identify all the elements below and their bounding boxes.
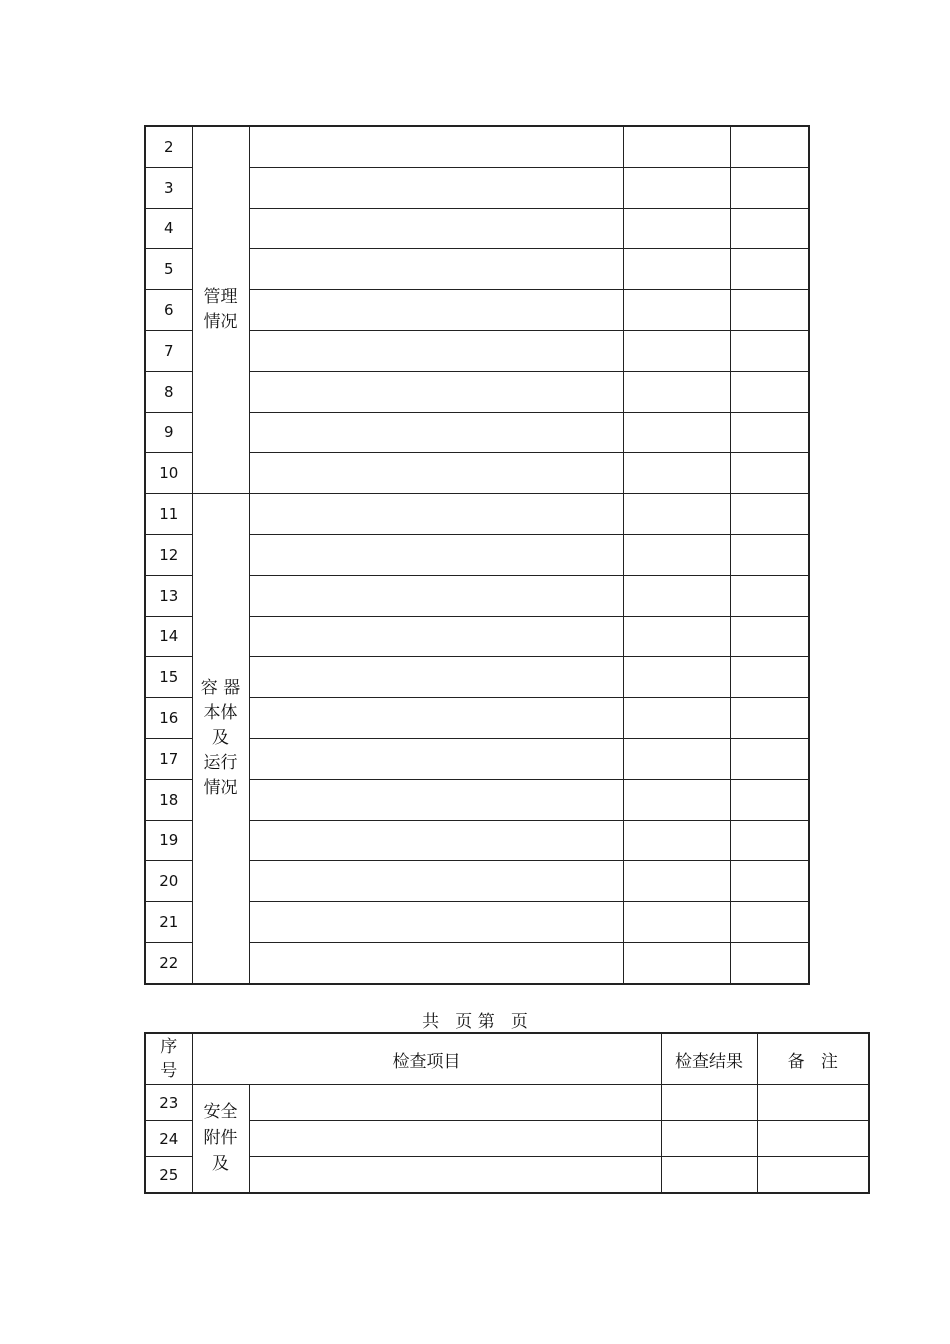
row-number: 16 — [145, 698, 192, 739]
remark-header: 备 注 — [757, 1033, 869, 1085]
item-cell[interactable] — [249, 902, 623, 943]
row-number: 11 — [145, 494, 192, 535]
remark-cell[interactable] — [730, 575, 809, 616]
row-number: 19 — [145, 820, 192, 861]
category-safety-accessories: 安全 附件 及 — [192, 1085, 249, 1194]
table-row — [145, 126, 809, 167]
result-cell[interactable] — [623, 167, 730, 208]
remark-cell[interactable] — [730, 290, 809, 331]
remark-cell[interactable] — [730, 616, 809, 657]
item-cell[interactable] — [249, 575, 623, 616]
category-vessel-body: 容 器 本体 及 运行 情况 — [192, 494, 249, 984]
result-cell[interactable] — [661, 1085, 757, 1121]
row-number: 3 — [145, 167, 192, 208]
result-cell[interactable] — [623, 208, 730, 249]
table-row — [145, 1157, 869, 1194]
row-number: 15 — [145, 657, 192, 698]
remark-cell[interactable] — [730, 249, 809, 290]
inspection-table-continued — [144, 125, 810, 985]
remark-cell[interactable] — [730, 371, 809, 412]
item-cell[interactable] — [249, 657, 623, 698]
header-row — [145, 1033, 869, 1085]
row-number: 4 — [145, 208, 192, 249]
item-cell[interactable] — [249, 698, 623, 739]
item-cell[interactable] — [249, 371, 623, 412]
remark-cell[interactable] — [730, 738, 809, 779]
row-number: 20 — [145, 861, 192, 902]
item-cell[interactable] — [249, 861, 623, 902]
row-number: 7 — [145, 330, 192, 371]
row-number: 2 — [145, 126, 192, 167]
row-number: 12 — [145, 534, 192, 575]
remark-cell[interactable] — [730, 494, 809, 535]
result-cell[interactable] — [623, 779, 730, 820]
result-cell[interactable] — [623, 820, 730, 861]
result-cell[interactable] — [623, 861, 730, 902]
item-header: 检查项目 — [192, 1033, 661, 1085]
remark-cell[interactable] — [757, 1157, 869, 1194]
remark-cell[interactable] — [730, 167, 809, 208]
result-cell[interactable] — [623, 616, 730, 657]
item-cell[interactable] — [249, 1121, 661, 1157]
category-management: 管理 情况 — [192, 126, 249, 494]
row-number: 10 — [145, 453, 192, 494]
page-count: 共 页 第 页 — [422, 1012, 528, 1032]
result-cell[interactable] — [623, 534, 730, 575]
item-cell[interactable] — [249, 208, 623, 249]
item-cell[interactable] — [249, 942, 623, 983]
item-cell[interactable] — [249, 453, 623, 494]
item-cell[interactable] — [249, 167, 623, 208]
inspection-table — [144, 1032, 870, 1194]
row-number: 25 — [145, 1157, 192, 1194]
item-cell[interactable] — [249, 290, 623, 331]
row-number: 17 — [145, 738, 192, 779]
remark-cell[interactable] — [730, 208, 809, 249]
row-number: 6 — [145, 290, 192, 331]
row-number: 8 — [145, 371, 192, 412]
result-cell[interactable] — [623, 657, 730, 698]
seq-header: 序 号 — [145, 1033, 192, 1085]
row-number: 24 — [145, 1121, 192, 1157]
row-number: 13 — [145, 575, 192, 616]
result-cell[interactable] — [623, 453, 730, 494]
remark-cell[interactable] — [730, 902, 809, 943]
table-row — [145, 494, 809, 535]
item-cell[interactable] — [249, 534, 623, 575]
remark-cell[interactable] — [730, 657, 809, 698]
remark-cell[interactable] — [730, 820, 809, 861]
result-cell[interactable] — [623, 494, 730, 535]
table-row — [145, 1121, 869, 1157]
remark-cell[interactable] — [730, 861, 809, 902]
result-cell[interactable] — [623, 249, 730, 290]
row-number: 5 — [145, 249, 192, 290]
item-cell[interactable] — [249, 1085, 661, 1121]
result-cell[interactable] — [623, 330, 730, 371]
remark-cell[interactable] — [757, 1085, 869, 1121]
row-number: 14 — [145, 616, 192, 657]
remark-cell[interactable] — [730, 412, 809, 453]
remark-cell[interactable] — [730, 330, 809, 371]
result-cell[interactable] — [623, 698, 730, 739]
remark-cell[interactable] — [730, 779, 809, 820]
item-cell[interactable] — [249, 738, 623, 779]
item-cell[interactable] — [249, 494, 623, 535]
row-number: 18 — [145, 779, 192, 820]
remark-cell[interactable] — [730, 698, 809, 739]
result-cell[interactable] — [623, 412, 730, 453]
item-cell[interactable] — [249, 820, 623, 861]
item-cell[interactable] — [249, 249, 623, 290]
row-number: 23 — [145, 1085, 192, 1121]
item-cell[interactable] — [249, 1157, 661, 1194]
table-row — [145, 1085, 869, 1121]
row-number: 22 — [145, 942, 192, 983]
remark-cell[interactable] — [730, 453, 809, 494]
remark-cell[interactable] — [730, 534, 809, 575]
result-cell[interactable] — [623, 371, 730, 412]
item-cell[interactable] — [249, 126, 623, 167]
result-cell[interactable] — [623, 290, 730, 331]
item-cell[interactable] — [249, 330, 623, 371]
row-number: 9 — [145, 412, 192, 453]
result-cell[interactable] — [623, 942, 730, 983]
result-cell[interactable] — [623, 575, 730, 616]
row-number: 21 — [145, 902, 192, 943]
result-cell[interactable] — [623, 902, 730, 943]
result-cell[interactable] — [661, 1121, 757, 1157]
result-header: 检查结果 — [661, 1033, 757, 1085]
remark-cell[interactable] — [757, 1121, 869, 1157]
item-cell[interactable] — [249, 779, 623, 820]
result-cell[interactable] — [661, 1157, 757, 1194]
item-cell[interactable] — [249, 412, 623, 453]
remark-cell[interactable] — [730, 126, 809, 167]
result-cell[interactable] — [623, 738, 730, 779]
result-cell[interactable] — [623, 126, 730, 167]
item-cell[interactable] — [249, 616, 623, 657]
remark-cell[interactable] — [730, 942, 809, 983]
